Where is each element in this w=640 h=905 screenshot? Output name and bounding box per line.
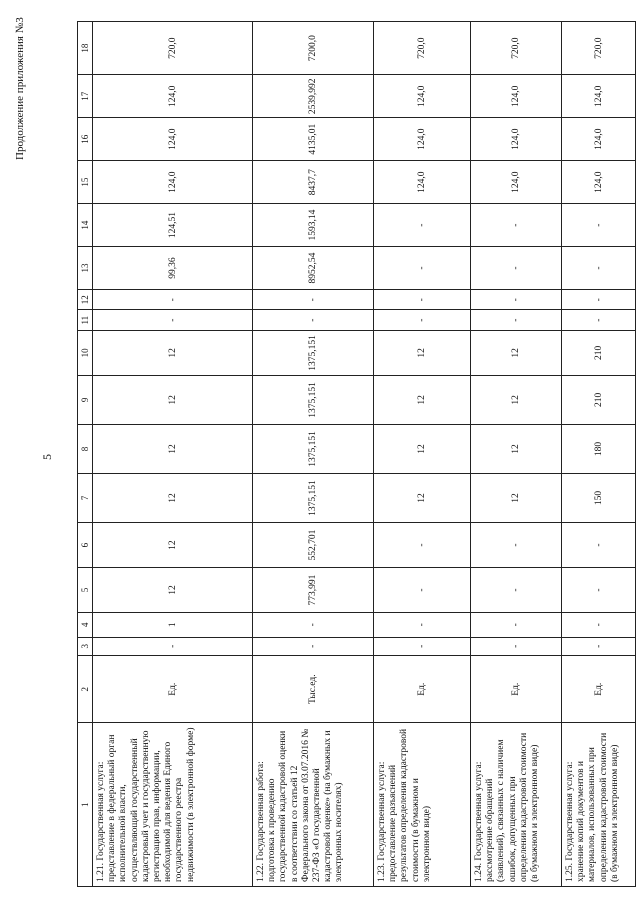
table-cell: Ед. xyxy=(374,655,471,722)
column-number: 18 xyxy=(78,22,93,75)
column-number: 11 xyxy=(78,310,93,330)
table-cell: 99,36 xyxy=(93,247,253,290)
supplement-caption: Продолжение приложения №3 xyxy=(14,17,26,160)
table-cell: 12 xyxy=(471,375,562,424)
table-row xyxy=(253,22,374,887)
table-cell: 1 xyxy=(93,613,253,638)
table-cell: 12 xyxy=(93,474,253,523)
table-cell: - xyxy=(374,523,471,568)
table-cell: - xyxy=(93,290,253,310)
table-cell: - xyxy=(471,310,562,330)
table-cell: 1375,151 xyxy=(253,474,374,523)
page-number: 5 xyxy=(40,454,54,460)
table-cell: 12 xyxy=(374,474,471,523)
column-number: 1 xyxy=(78,723,93,887)
table-cell: 124,0 xyxy=(93,161,253,204)
table-cell: - xyxy=(471,523,562,568)
table-cell: - xyxy=(374,310,471,330)
table-cell: 720,0 xyxy=(471,22,562,75)
table-cell: 552,701 xyxy=(253,523,374,568)
table-cell: 773,991 xyxy=(253,568,374,613)
table-cell: - xyxy=(374,204,471,247)
table-cell: 124,0 xyxy=(562,75,636,118)
table-cell: - xyxy=(253,637,374,655)
table-cell: 12 xyxy=(93,375,253,424)
column-number: 9 xyxy=(78,375,93,424)
table-cell: Тыс.ед. xyxy=(253,655,374,722)
table-cell: 124,0 xyxy=(374,161,471,204)
table-cell: Ед. xyxy=(93,655,253,722)
data-table xyxy=(77,21,636,887)
table-cell: 720,0 xyxy=(93,22,253,75)
table-cell: - xyxy=(253,290,374,310)
table-cell: 1593,14 xyxy=(253,204,374,247)
table-cell: - xyxy=(253,310,374,330)
table-cell: 12 xyxy=(93,330,253,375)
table-cell: 210 xyxy=(562,330,636,375)
table-cell: 12 xyxy=(471,474,562,523)
table-cell: 180 xyxy=(562,424,636,473)
column-number-row xyxy=(78,22,93,887)
table-row xyxy=(562,22,636,887)
table-cell: 124,0 xyxy=(562,118,636,161)
table-cell: 12 xyxy=(93,424,253,473)
table-cell: 12 xyxy=(374,375,471,424)
table-cell: - xyxy=(562,523,636,568)
table-cell: - xyxy=(374,613,471,638)
table-cell: 2539,992 xyxy=(253,75,374,118)
table-cell: - xyxy=(253,613,374,638)
table-cell: 12 xyxy=(471,330,562,375)
table-cell: 210 xyxy=(562,375,636,424)
column-number: 4 xyxy=(78,613,93,638)
table-cell: - xyxy=(471,637,562,655)
service-name: 1.24. Государственная услуга: рассмотрение обращений (заявлений), связанных с наличием ошибок, допущенных при определении кадастровой стоимости (в бумажном и электронном виде) xyxy=(471,723,562,887)
table-cell: - xyxy=(93,637,253,655)
table-cell: 124,0 xyxy=(471,75,562,118)
table-cell: 720,0 xyxy=(562,22,636,75)
table-cell: - xyxy=(374,568,471,613)
table-cell: 12 xyxy=(374,424,471,473)
table-row xyxy=(471,22,562,887)
table-cell: - xyxy=(471,290,562,310)
table-cell: 12 xyxy=(374,330,471,375)
table-cell: 1375,151 xyxy=(253,375,374,424)
table-cell: - xyxy=(562,613,636,638)
column-number: 5 xyxy=(78,568,93,613)
table-row xyxy=(374,22,471,887)
column-number: 17 xyxy=(78,75,93,118)
column-number: 10 xyxy=(78,330,93,375)
table-cell: 12 xyxy=(93,568,253,613)
table-cell: 7200,0 xyxy=(253,22,374,75)
service-name: 1.23. Государственная услуга: предоставление разъяснений результатов определения кадастровой стоимости (в бумажном и электронном виде) xyxy=(374,723,471,887)
column-number: 13 xyxy=(78,247,93,290)
table-cell: 1375,151 xyxy=(253,424,374,473)
table-cell: 124,51 xyxy=(93,204,253,247)
table-cell: - xyxy=(374,637,471,655)
column-number: 14 xyxy=(78,204,93,247)
service-name: 1.22. Государственная работа: подготовка к проведению государственной кадастровой оценки в соответствии со статьей 12 Федерального закона от 03.07.2016 № 237-ФЗ «О государственной кадастровой оценке» (на бумажных и электронных носителях) xyxy=(253,723,374,887)
table-cell: - xyxy=(471,204,562,247)
table-cell: 124,0 xyxy=(471,118,562,161)
table-cell: 8437,7 xyxy=(253,161,374,204)
table-cell: - xyxy=(374,290,471,310)
column-number: 15 xyxy=(78,161,93,204)
table-cell: - xyxy=(374,247,471,290)
table-cell: 12 xyxy=(93,523,253,568)
table-cell: - xyxy=(562,204,636,247)
table-cell: Ед. xyxy=(471,655,562,722)
table-cell: 124,0 xyxy=(374,75,471,118)
service-name: 1.21. Государственная услуга: представление в федеральный орган исполнительной власти, осуществляющий государственный кадастровый учет и государственную регистрацию прав, информации, необходимой для ведения Единого государственного реестра недвижимости (в электронной форме) xyxy=(93,723,253,887)
table-cell: 720,0 xyxy=(374,22,471,75)
table-cell: 150 xyxy=(562,474,636,523)
column-number: 8 xyxy=(78,424,93,473)
table-cell: 124,0 xyxy=(562,161,636,204)
column-number: 2 xyxy=(78,655,93,722)
table-cell: - xyxy=(562,247,636,290)
table-cell: 1375,151 xyxy=(253,330,374,375)
table-cell: - xyxy=(562,310,636,330)
table-cell: - xyxy=(471,613,562,638)
table-row xyxy=(93,22,253,887)
table-cell: - xyxy=(562,637,636,655)
table-cell: 124,0 xyxy=(93,75,253,118)
table-cell: Ед. xyxy=(562,655,636,722)
table-cell: 12 xyxy=(471,424,562,473)
table-cell: - xyxy=(471,247,562,290)
column-number: 7 xyxy=(78,474,93,523)
table-cell: - xyxy=(471,568,562,613)
column-number: 16 xyxy=(78,118,93,161)
column-number: 12 xyxy=(78,290,93,310)
table-cell: - xyxy=(562,290,636,310)
table-cell: 124,0 xyxy=(374,118,471,161)
column-number: 3 xyxy=(78,637,93,655)
table-cell: 4135,01 xyxy=(253,118,374,161)
service-name: 1.25. Государственная услуга: хранение копий документов и материалов, использованных при определении кадастровой стоимости (в бумажном и электронном виде) xyxy=(562,723,636,887)
table-cell: - xyxy=(93,310,253,330)
column-number: 6 xyxy=(78,523,93,568)
table-cell: 8952,54 xyxy=(253,247,374,290)
table-cell: - xyxy=(562,568,636,613)
table-cell: 124,0 xyxy=(471,161,562,204)
table-cell: 124,0 xyxy=(93,118,253,161)
